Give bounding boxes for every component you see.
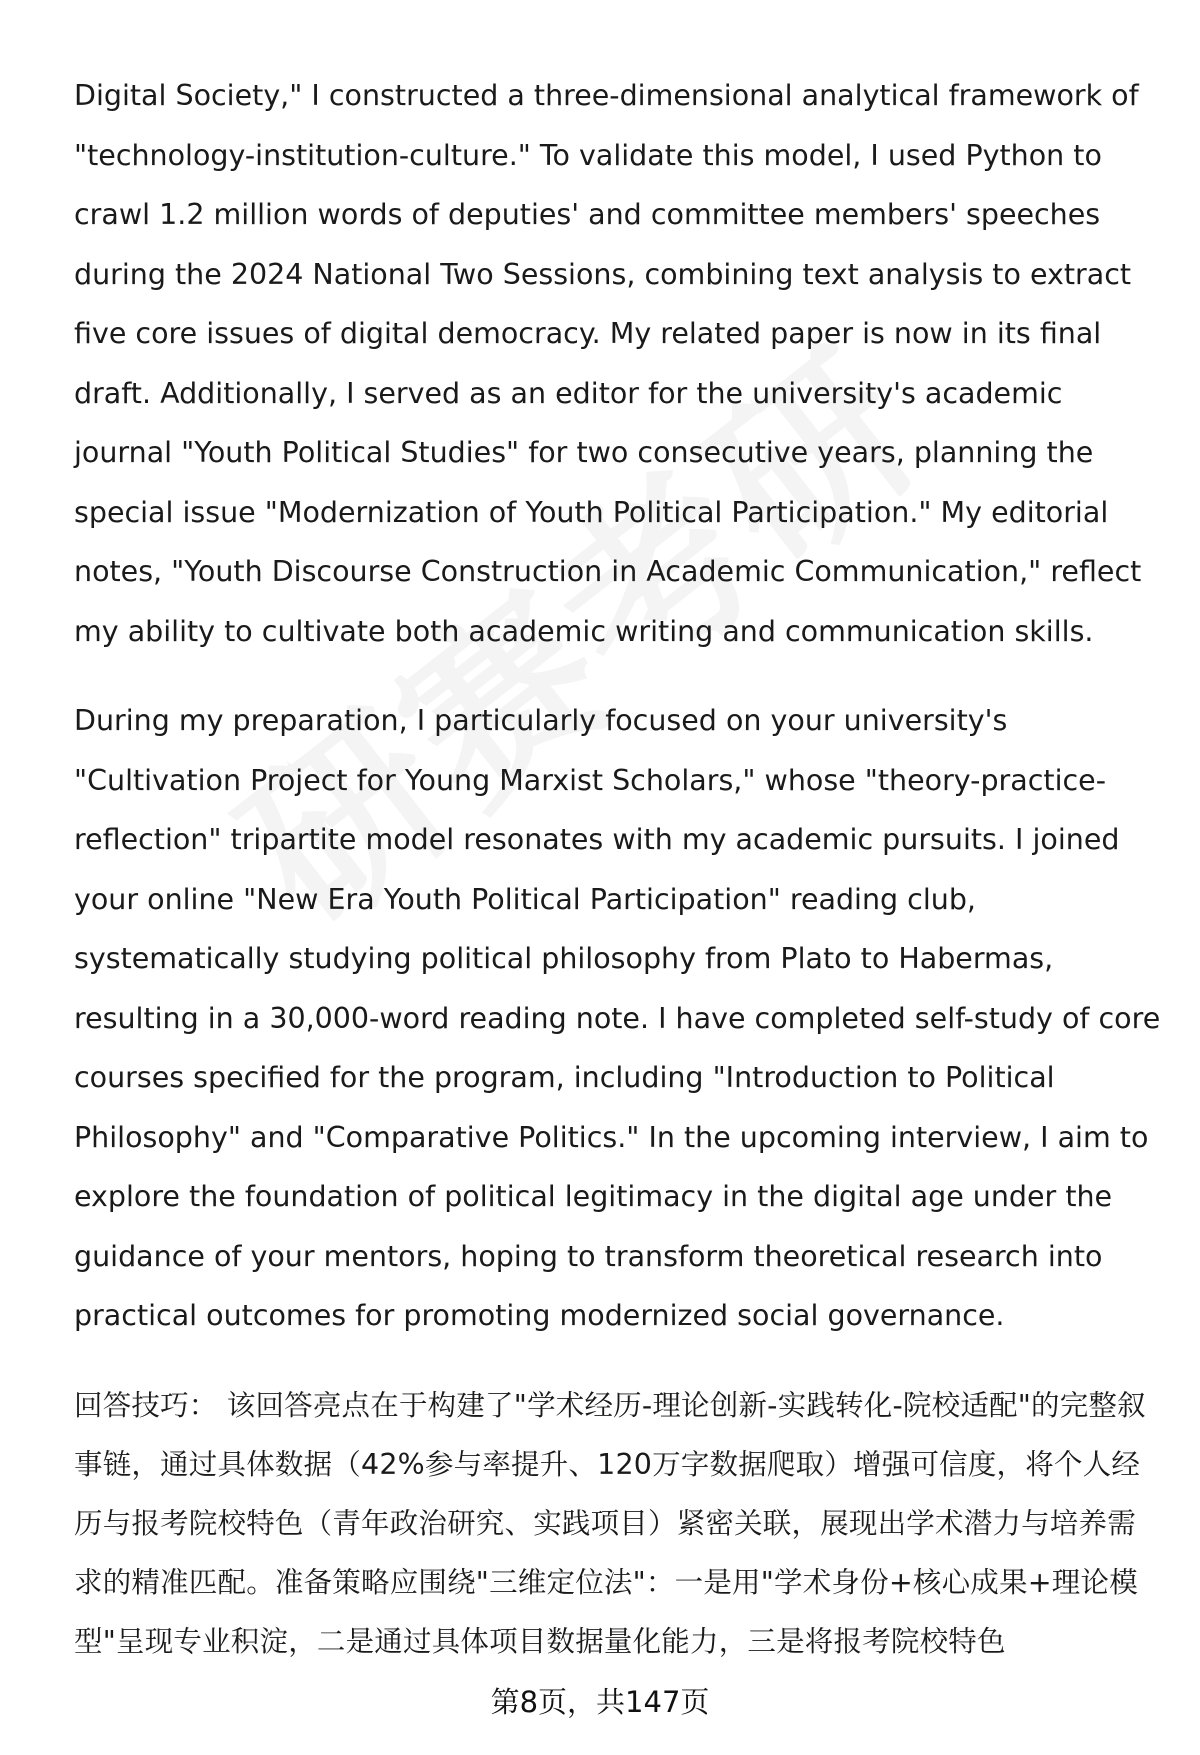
body-paragraph-2: During my preparation, I particularly focused on your university's "Cultivation Project for Young Marxist Scholars," whose "theory-practice-reflection" tripartite model resonates with my academic pursuits. I joined your online "New Era Youth Political Participation" reading club, systematically studying political philosophy from Plato to Habermas, resulting in a 30,000-word reading note. I have completed self-study of core courses specified for the program, including "Introduction to Political Philosophy" and "Comparative Politics." In the upcoming interview, I aim to explore the foundation of political legitimacy in the digital age under the guidance of your mentors, hoping to transform theoretical research into practical outcomes for promoting modernized social governance. xyxy=(74,704,1161,1332)
document-body xyxy=(74,66,1164,1671)
answer-tip-paragraph: 回答技巧： 该回答亮点在于构建了"学术经历-理论创新-实践转化-院校适配"的完整叙事链，通过具体数据（42%参与率提升、120万字数据爬取）增强可信度，将个人经历与报考院校特色（青年政治研究、实践项目）紧密关联，展现出学术潜力与培养需求的精准匹配。准备策略应围绕"三维定位法"：一是用"学术身份+核心成果+理论模型"呈现专业积淀，二是通过具体项目数据量化能力，三是将报考院校特色 xyxy=(74,1388,1146,1658)
page-number-footer: 第8页，共147页 xyxy=(490,1685,710,1719)
body-paragraph-1: Digital Society," I constructed a three-dimensional analytical framework of "technology-institution-culture." To validate this model, I used Python to crawl 1.2 million words of deputies' and committee members' speeches during the 2024 National Two Sessions, combining text analysis to extract five core issues of digital democracy. My related paper is now in its final draft. Additionally, I served as an editor for the university's academic journal "Youth Political Studies" for two consecutive years, planning the special issue "Modernization of Youth Political Participation." My editorial notes, "Youth Discourse Construction in Academic Communication," reflect my ability to cultivate both academic writing and communication skills. xyxy=(74,79,1142,648)
